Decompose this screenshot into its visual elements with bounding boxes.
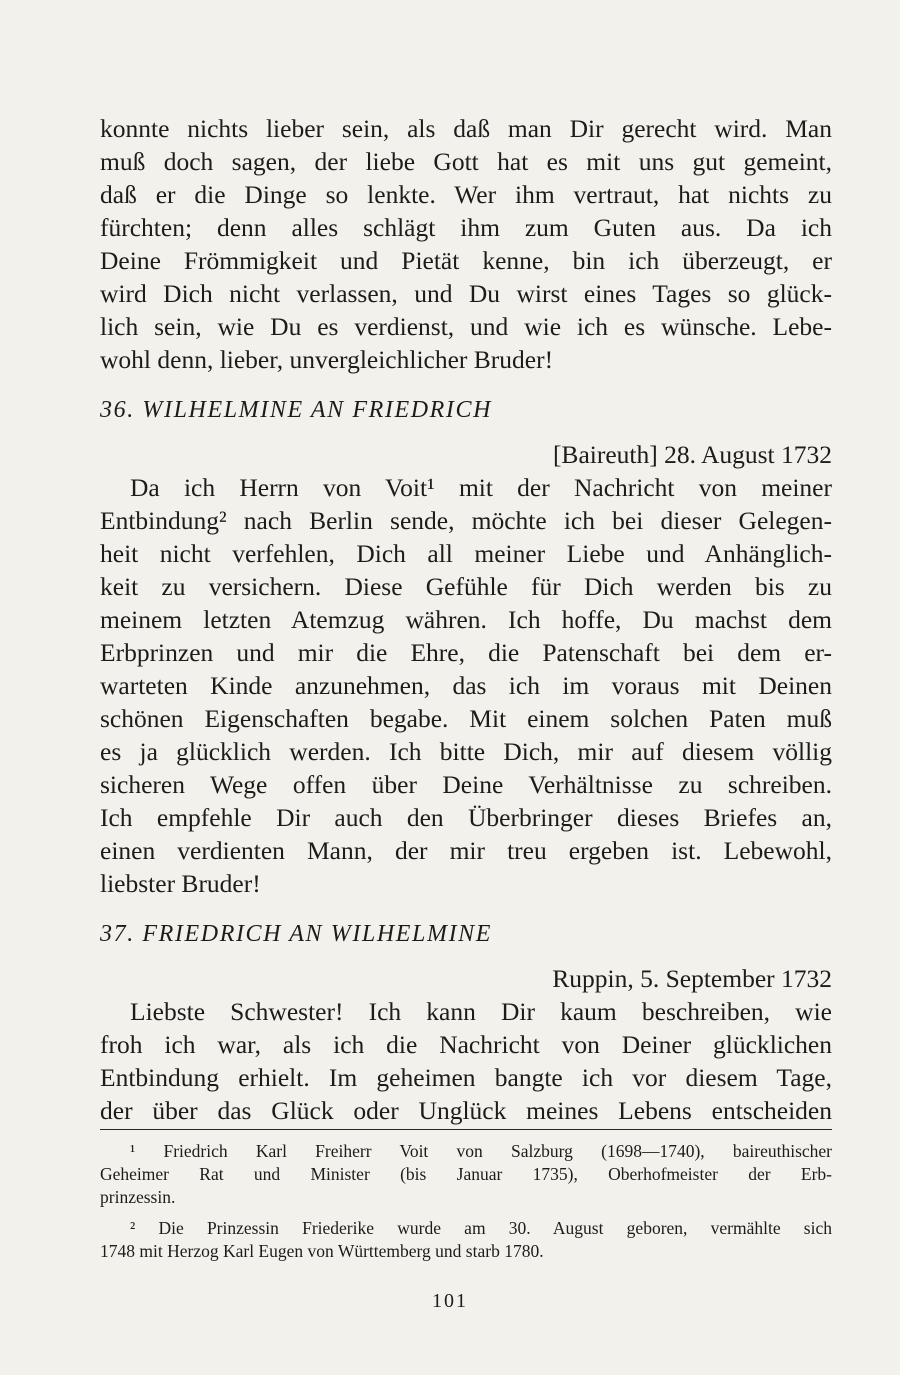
letter-36 bbox=[100, 388, 832, 900]
letter-dateline: [Baireuth] 28. August 1732 bbox=[552, 440, 832, 469]
text-line: Entbindung erhielt. Im geheimen bangte ich vor diesem Tage, bbox=[100, 1063, 832, 1092]
footnote-line: ¹ Friedrich Karl Freiherr Voit von Salzburg (1698—1740), baireuthischer bbox=[130, 1141, 832, 1161]
text-line: Liebste Schwester! Ich kann Dir kaum beschreiben, wie bbox=[130, 997, 832, 1026]
text-line: heit nicht verfehlen, Dich all meiner Liebe und Anhänglich- bbox=[100, 539, 832, 568]
footnote-line: Geheimer Rat und Minister (bis Januar 1735), Oberhofmeister der Erb- bbox=[100, 1164, 832, 1184]
text-line: wohl denn, lieber, unvergleichlicher Bruder! bbox=[100, 345, 554, 374]
text-line: keit zu versichern. Diese Gefühle für Dich werden bis zu bbox=[100, 572, 832, 601]
letter-heading: 36. WILHELMINE AN FRIEDRICH bbox=[100, 397, 493, 423]
page-number: 101 bbox=[432, 1290, 468, 1312]
page-body bbox=[100, 112, 832, 1263]
text-line: Erbprinzen und mir die Ehre, die Patenschaft bei dem er- bbox=[100, 638, 832, 667]
text-line: daß er die Dinge so lenkte. Wer ihm vertraut, hat nichts zu bbox=[100, 180, 832, 209]
text-line: Entbindung² nach Berlin sende, möchte ich bei dieser Gelegen- bbox=[100, 506, 832, 535]
text-line: Da ich Herrn von Voit¹ mit der Nachricht von meiner bbox=[130, 473, 832, 502]
text-line: muß doch sagen, der liebe Gott hat es mit uns gut gemeint, bbox=[100, 147, 832, 176]
text-line: wird Dich nicht verlassen, und Du wirst eines Tages so glück- bbox=[100, 279, 832, 308]
text-line: lich sein, wie Du es verdienst, und wie ich es wünsche. Lebe- bbox=[100, 312, 832, 341]
footnote-line: ² Die Prinzessin Friederike wurde am 30. August geboren, vermählte sich bbox=[130, 1218, 832, 1238]
text-line: der über das Glück oder Unglück meines Lebens entscheiden bbox=[100, 1096, 832, 1125]
footnote-line: prinzessin. bbox=[100, 1187, 176, 1207]
text-line: froh ich war, als ich die Nachricht von Deiner glücklichen bbox=[100, 1030, 832, 1059]
footnote-line: 1748 mit Herzog Karl Eugen von Württemberg und starb 1780. bbox=[100, 1241, 544, 1261]
text-line: Deine Frömmigkeit und Pietät kenne, bin ich überzeugt, er bbox=[100, 246, 832, 275]
text-line: konnte nichts lieber sein, als daß man Dir gerecht wird. Man bbox=[100, 114, 832, 143]
letter-heading: 37. FRIEDRICH AN WILHELMINE bbox=[100, 921, 493, 947]
text-line: warteten Kinde anzunehmen, das ich im voraus mit Deinen bbox=[100, 671, 832, 700]
text-line: es ja glücklich werden. Ich bitte Dich, mir auf diesem völlig bbox=[100, 737, 832, 766]
text-line: Ich empfehle Dir auch den Überbringer dieses Briefes an, bbox=[100, 803, 832, 832]
text-line: fürchten; denn alles schlägt ihm zum Guten aus. Da ich bbox=[100, 213, 832, 242]
letter-37 bbox=[100, 912, 832, 1127]
text-line: einen verdienten Mann, der mir treu ergeben ist. Lebewohl, bbox=[100, 836, 832, 865]
footnote-divider bbox=[100, 1129, 832, 1130]
footnotes bbox=[100, 1140, 832, 1263]
text-line: liebster Bruder! bbox=[100, 869, 261, 898]
text-line: meinem letzten Atemzug währen. Ich hoffe, Du machst dem bbox=[100, 605, 832, 634]
text-line: sicheren Wege offen über Deine Verhältnisse zu schreiben. bbox=[100, 770, 832, 799]
footnote-2 bbox=[100, 1217, 832, 1263]
letter-dateline: Ruppin, 5. September 1732 bbox=[552, 964, 832, 993]
letter-35-continuation bbox=[100, 112, 832, 376]
text-line: schönen Eigenschaften begabe. Mit einem solchen Paten muß bbox=[100, 704, 832, 733]
footnote-1 bbox=[100, 1140, 832, 1209]
